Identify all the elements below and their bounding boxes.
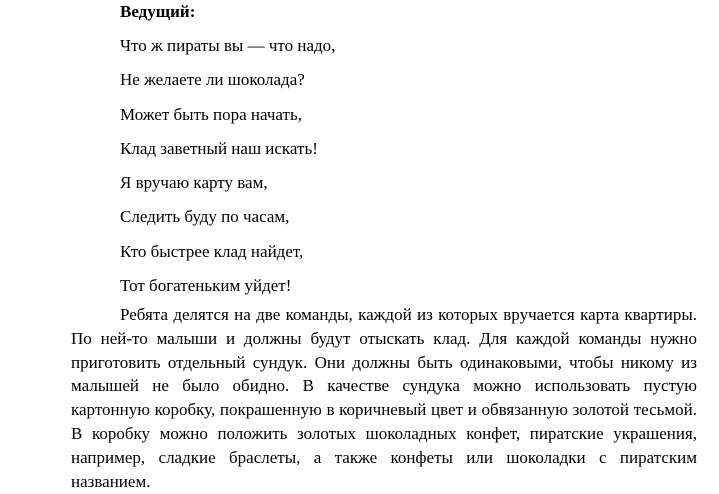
verse-line: Клад заветный наш искать! bbox=[120, 138, 318, 158]
verse-line: Что ж пираты вы — что надо, bbox=[120, 36, 336, 55]
verse-line: Кто быстрее клад найдет, bbox=[120, 241, 304, 261]
verse-line: Следить буду по часам, bbox=[120, 207, 290, 227]
poem-verse bbox=[120, 36, 335, 310]
verse-line: Я вручаю карту вам, bbox=[120, 173, 268, 193]
verse-line: Может быть пора начать, bbox=[120, 104, 302, 124]
verse-line: Не желаете ли шоколада? bbox=[120, 70, 305, 90]
verse-line: Тот богатеньким уйдет! bbox=[120, 276, 292, 296]
speaker-label: Ведущий: bbox=[120, 2, 196, 21]
body-paragraph: Ребята делятся на две команды, каждой из которых вручается карта квартиры. По ней-то малыши и должны будут отыскать клад. Для каждой команды нужно приготовить отдельный сундук. Они должны быть одинаковыми, чтобы никому из малышей не было обидно. В качестве сундука можно использовать пустую картонную коробку, покрашенную в коричневый цвет и обвязанную золотой тесьмой. В коробку можно положить золотых шоколадных конфет, пиратские украшения, например, сладкие браслеты, а также конфеты или шоколадки с пиратским названием. bbox=[71, 305, 697, 491]
